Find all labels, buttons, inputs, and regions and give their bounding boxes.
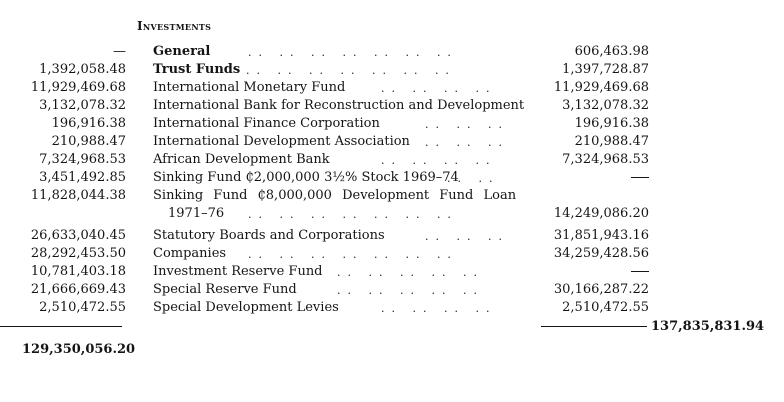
leader-dots: .. .. .. .. .. [337, 266, 484, 279]
current-year-value: 11,929,469.68 [553, 80, 649, 95]
previous-year-value: 28,292,453.50 [30, 246, 126, 261]
row-label: Sinking Fund ₵8,000,000 Development Fund Loan [153, 188, 517, 203]
table-row [0, 282, 784, 300]
current-year-value: 31,851,943.16 [553, 228, 649, 243]
current-year-value: 7,324,968.53 [562, 152, 649, 167]
leader-dots: .. .. .. .. [381, 302, 497, 315]
current-total-rule [541, 326, 647, 327]
leader-dots: .. .. .. [425, 136, 509, 149]
current-year-value [540, 170, 649, 185]
row-label: Companies [153, 246, 227, 261]
table-row [0, 264, 784, 282]
leader-dots: .. .. .. .. [381, 154, 497, 167]
previous-year-value: 196,916.38 [51, 116, 126, 131]
current-year-value: 14,249,086.20 [553, 206, 649, 221]
current-year-total: 137,835,831.94 [651, 319, 765, 334]
previous-year-value: 11,929,469.68 [30, 80, 126, 95]
table-row [0, 300, 784, 318]
row-label: International Development Association [153, 134, 410, 149]
leader-dots: .. .. [447, 172, 500, 185]
previous-year-value: 3,451,492.85 [39, 170, 126, 185]
row-label-continuation: 1971–76 [168, 206, 225, 221]
table-row [0, 98, 784, 116]
current-year-value: 606,463.98 [574, 44, 649, 59]
leader-dots: .. .. .. .. .. .. .. [248, 46, 458, 59]
table-row [0, 152, 784, 170]
leader-dots: .. .. .. .. .. .. .. [248, 208, 458, 221]
previous-year-value: 7,324,968.53 [39, 152, 126, 167]
table-row [0, 62, 784, 80]
table-row [0, 206, 784, 224]
previous-year-value: 210,988.47 [51, 134, 126, 149]
current-year-value [540, 264, 649, 279]
previous-year-value: 21,666,669.43 [30, 282, 126, 297]
row-label: Trust Funds [153, 62, 241, 77]
table-row [0, 170, 784, 188]
nil-dash [631, 271, 649, 272]
section-heading: Investments [137, 19, 212, 33]
table-row [0, 116, 784, 134]
current-year-value: 210,988.47 [574, 134, 649, 149]
row-label: Sinking Fund ₵2,000,000 3½% Stock 1969–74 [153, 170, 459, 185]
row-label: Investment Reserve Fund [153, 264, 323, 279]
row-label: African Development Bank [153, 152, 330, 167]
current-year-value: 30,166,287.22 [553, 282, 649, 297]
row-label: Special Development Levies [153, 300, 339, 315]
row-label: Statutory Boards and Corporations [153, 228, 385, 243]
table-row [0, 134, 784, 152]
current-year-value: 1,397,728.87 [562, 62, 649, 77]
previous-year-value: 3,132,078.32 [39, 98, 126, 113]
leader-dots: .. .. .. .. .. [337, 284, 484, 297]
leader-dots: .. .. .. .. .. .. .. [248, 248, 458, 261]
previous-year-value: 26,633,040.45 [30, 228, 126, 243]
row-label: Special Reserve Fund [153, 282, 297, 297]
row-label: General [153, 44, 211, 59]
table-row [0, 188, 784, 206]
table-row [0, 44, 784, 62]
current-year-value: 196,916.38 [574, 116, 649, 131]
previous-year-value: 1,392,058.48 [39, 62, 126, 77]
current-year-value: 34,259,428.56 [553, 246, 649, 261]
previous-year-total: 129,350,056.20 [22, 342, 136, 357]
row-label: International Finance Corporation [153, 116, 380, 131]
row-label: International Monetary Fund [153, 80, 346, 95]
leader-dots: .. .. .. [425, 230, 509, 243]
leader-dots: .. .. .. [425, 118, 509, 131]
leader-dots: .. .. .. .. .. .. .. [246, 64, 456, 77]
table-row [0, 228, 784, 246]
previous-year-value: 10,781,403.18 [30, 264, 126, 279]
current-year-value: 3,132,078.32 [562, 98, 649, 113]
current-year-value: 2,510,472.55 [562, 300, 649, 315]
table-row [0, 80, 784, 98]
previous-year-value: 2,510,472.55 [39, 300, 126, 315]
table-row [0, 246, 784, 264]
leader-dots: .. .. .. .. [381, 82, 497, 95]
previous-year-value: — [113, 44, 126, 59]
previous-year-value: 11,828,044.38 [30, 188, 126, 203]
nil-dash [631, 177, 649, 178]
previous-total-rule [0, 326, 122, 327]
row-label: International Bank for Reconstruction and Development [153, 98, 525, 113]
